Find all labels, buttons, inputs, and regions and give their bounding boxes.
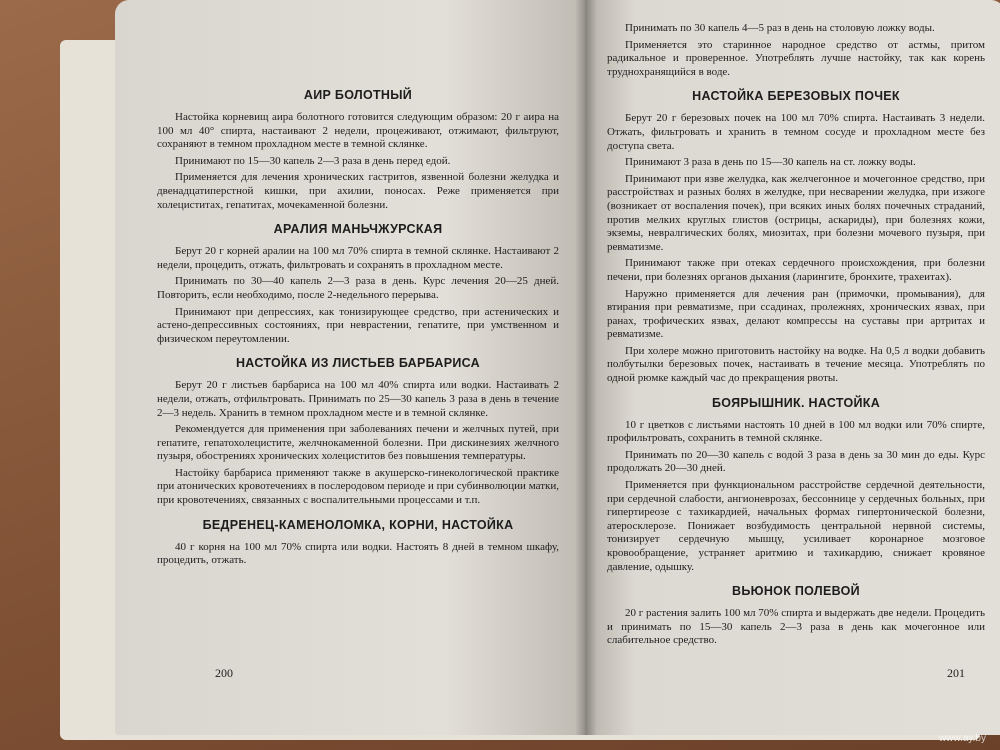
paragraph: 40 г корня на 100 мл 70% спирта или водки. Настоять 8 дней в темном шкафу, процедить, отжать. (157, 540, 559, 567)
paragraph: При холере можно приготовить настойку на водке. На 0,5 л водки добавить полбутылки березовых почек, настаивать в течение месяца. Употреблять по одной рюмке каждый час до прекращения рвоты. (607, 344, 985, 385)
paragraph: Принимают при язве желудка, как желчегонное и мочегонное средство, при расстройствах и разных болях в желудке, при несварении желудка, при изжоге (возникает от воспаления почек), при всяких иных болях почечных страданий, против мелких круглых глистов (острицы, аскариды), при болезнях кожи, экземы, невралгических болях, миозитах, при болезни мочевого пузыря, при ревматизме. (607, 172, 985, 253)
page-number: 201 (947, 666, 965, 680)
paragraph: 10 г цветков с листьями настоять 10 дней в 100 мл водки или 70% спирте, профильтровать, сохранить в темной склянке. (607, 418, 985, 445)
paragraph: Принимают также при отеках сердечного происхождения, при болезни печени, при болезнях органов дыхания (ларингите, бронхите, трахеитах). (607, 257, 985, 283)
section-title: БОЯРЫШНИК. НАСТОЙКА (711, 395, 881, 410)
paragraph: Принимают по 15—30 капель 2—3 раза в день перед едой. (175, 154, 451, 167)
paragraph: 20 г растения залить 100 мл 70% спирта и выдержать две недели. Процедить и принимать по 15—30 капель 2—3 раза в день как мочегонное или слабительное средство. (607, 607, 985, 647)
left-page (115, 0, 585, 735)
paragraph: Применяется при функциональном расстройстве сердечной деятельности, при сердечной слабости, ангионеврозах, бессоннице у сердечных больных, при гипертиреозе с тахикардией, начальных формах гипертонической болезни, атеросклерозе. Понижает возбудимость центральной нервной системы, тонизирует сердечную мышцу, усиливает коронарное мозговое кровообращение, устраняет аритмию и тахикардию, снижает кровяное давление, одышку. (607, 479, 985, 573)
paragraph: Наружно применяется для лечения ран (примочки, промывания), для втирания при ревматизме, при ссадинах, пролежнях, хронических язвах, при ранах, трофических язвах, делают компрессы на суставы при артритах и ревматизме. (607, 287, 985, 341)
paragraph: Берут 20 г листьев барбариса на 100 мл 40% спирта или водки. Настаивать 2 недели, отжать, отфильтровать. Принимать по 25—30 капель 3 раза в день в течение 2—3 недель. Хранить в темном прохладном месте и в темной склянке. (157, 379, 559, 419)
paragraph: Принимать по 20—30 капель с водой 3 раза в день за 30 мин до еды. Курс продолжать 20—30 дней. (607, 448, 985, 475)
open-book (60, 0, 985, 750)
paragraph: Принимают 3 раза в день по 15—30 капель на ст. ложку воды. (625, 156, 916, 169)
paragraph: Настойка корневищ аира болотного готовится следующим образом: 20 г аира на 100 мл 40° спирта, настаивают 2 недели, процеживают, отжимают, фильтруют, сохраняют в темном прохладном месте в темной склянке. (157, 111, 559, 151)
section-title: ВЬЮНОК ПОЛЕВОЙ (732, 584, 860, 599)
paragraph: Принимают при депрессиях, как тонизирующее средство, при астенических и астено-депрессивных состояниях, при неврастении, гепатите, при умственном и физическом переутомлении. (157, 305, 559, 345)
section-title: АРАЛИЯ МАНЬЧЖУРСКАЯ (273, 222, 443, 237)
right-page (585, 0, 1000, 735)
paragraph: Берут 20 г корней аралии на 100 мл 70% спирта в темной склянке. Настаивают 2 недели, процедить, отжать, фильтровать и сохранять в прохладном месте. (157, 245, 559, 271)
paragraph: Применяется для лечения хронических гастритов, язвенной болезни желудка и двенадцатиперстной кишки, при ахилии, поносах. Реже применяется при холециститах, гепатитах, мочекаменной болезни. (157, 171, 559, 211)
book-spine-shadow (575, 0, 597, 735)
section-title: НАСТОЙКА ИЗ ЛИСТЬЕВ БАРБАРИСА (235, 356, 480, 371)
section-title: АИР БОЛОТНЫЙ (303, 88, 413, 102)
page-number: 200 (215, 666, 233, 680)
section-title: НАСТОЙКА БЕРЕЗОВЫХ ПОЧЕК (692, 89, 900, 104)
watermark: www.ay.by (938, 733, 986, 744)
paragraph: Применяется это старинное народное средство от астмы, притом радикальное и проверенное. Употреблять лучше настойку, так как корень труднохранящийся в воде. (607, 38, 985, 78)
section-title: БЕДРЕНЕЦ-КАМЕНОЛОМКА, КОРНИ, НАСТОЙКА (202, 517, 514, 532)
paragraph: Рекомендуется для применения при заболеваниях печени и желчных путей, при гепатите, гепатохолецистите, желчнокаменной болезни. При дискинезиях желчного пузыря, обострениях хронических холециститов без повышения температуры. (157, 423, 559, 463)
paragraph: Настойку барбариса применяют также в акушерско-гинекологической практике при атонических кровотечениях в послеродовом периоде и при субинволюции матки, при кровотечениях, связанных с воспалительными процессами и т.п. (157, 466, 559, 507)
paragraph: Берут 20 г березовых почек на 100 мл 70% спирта. Настаивать 3 недели. Отжать, фильтровать и хранить в темном сосуде и прохладном месте без доступа света. (607, 112, 985, 152)
paragraph: Принимать по 30—40 капель 2—3 раза в день. Курс лечения 20—25 дней. Повторить, если необходимо, после 2-недельного перерыва. (157, 275, 559, 301)
paragraph: Принимать по 30 капель 4—5 раз в день на столовую ложку воды. (625, 22, 935, 34)
